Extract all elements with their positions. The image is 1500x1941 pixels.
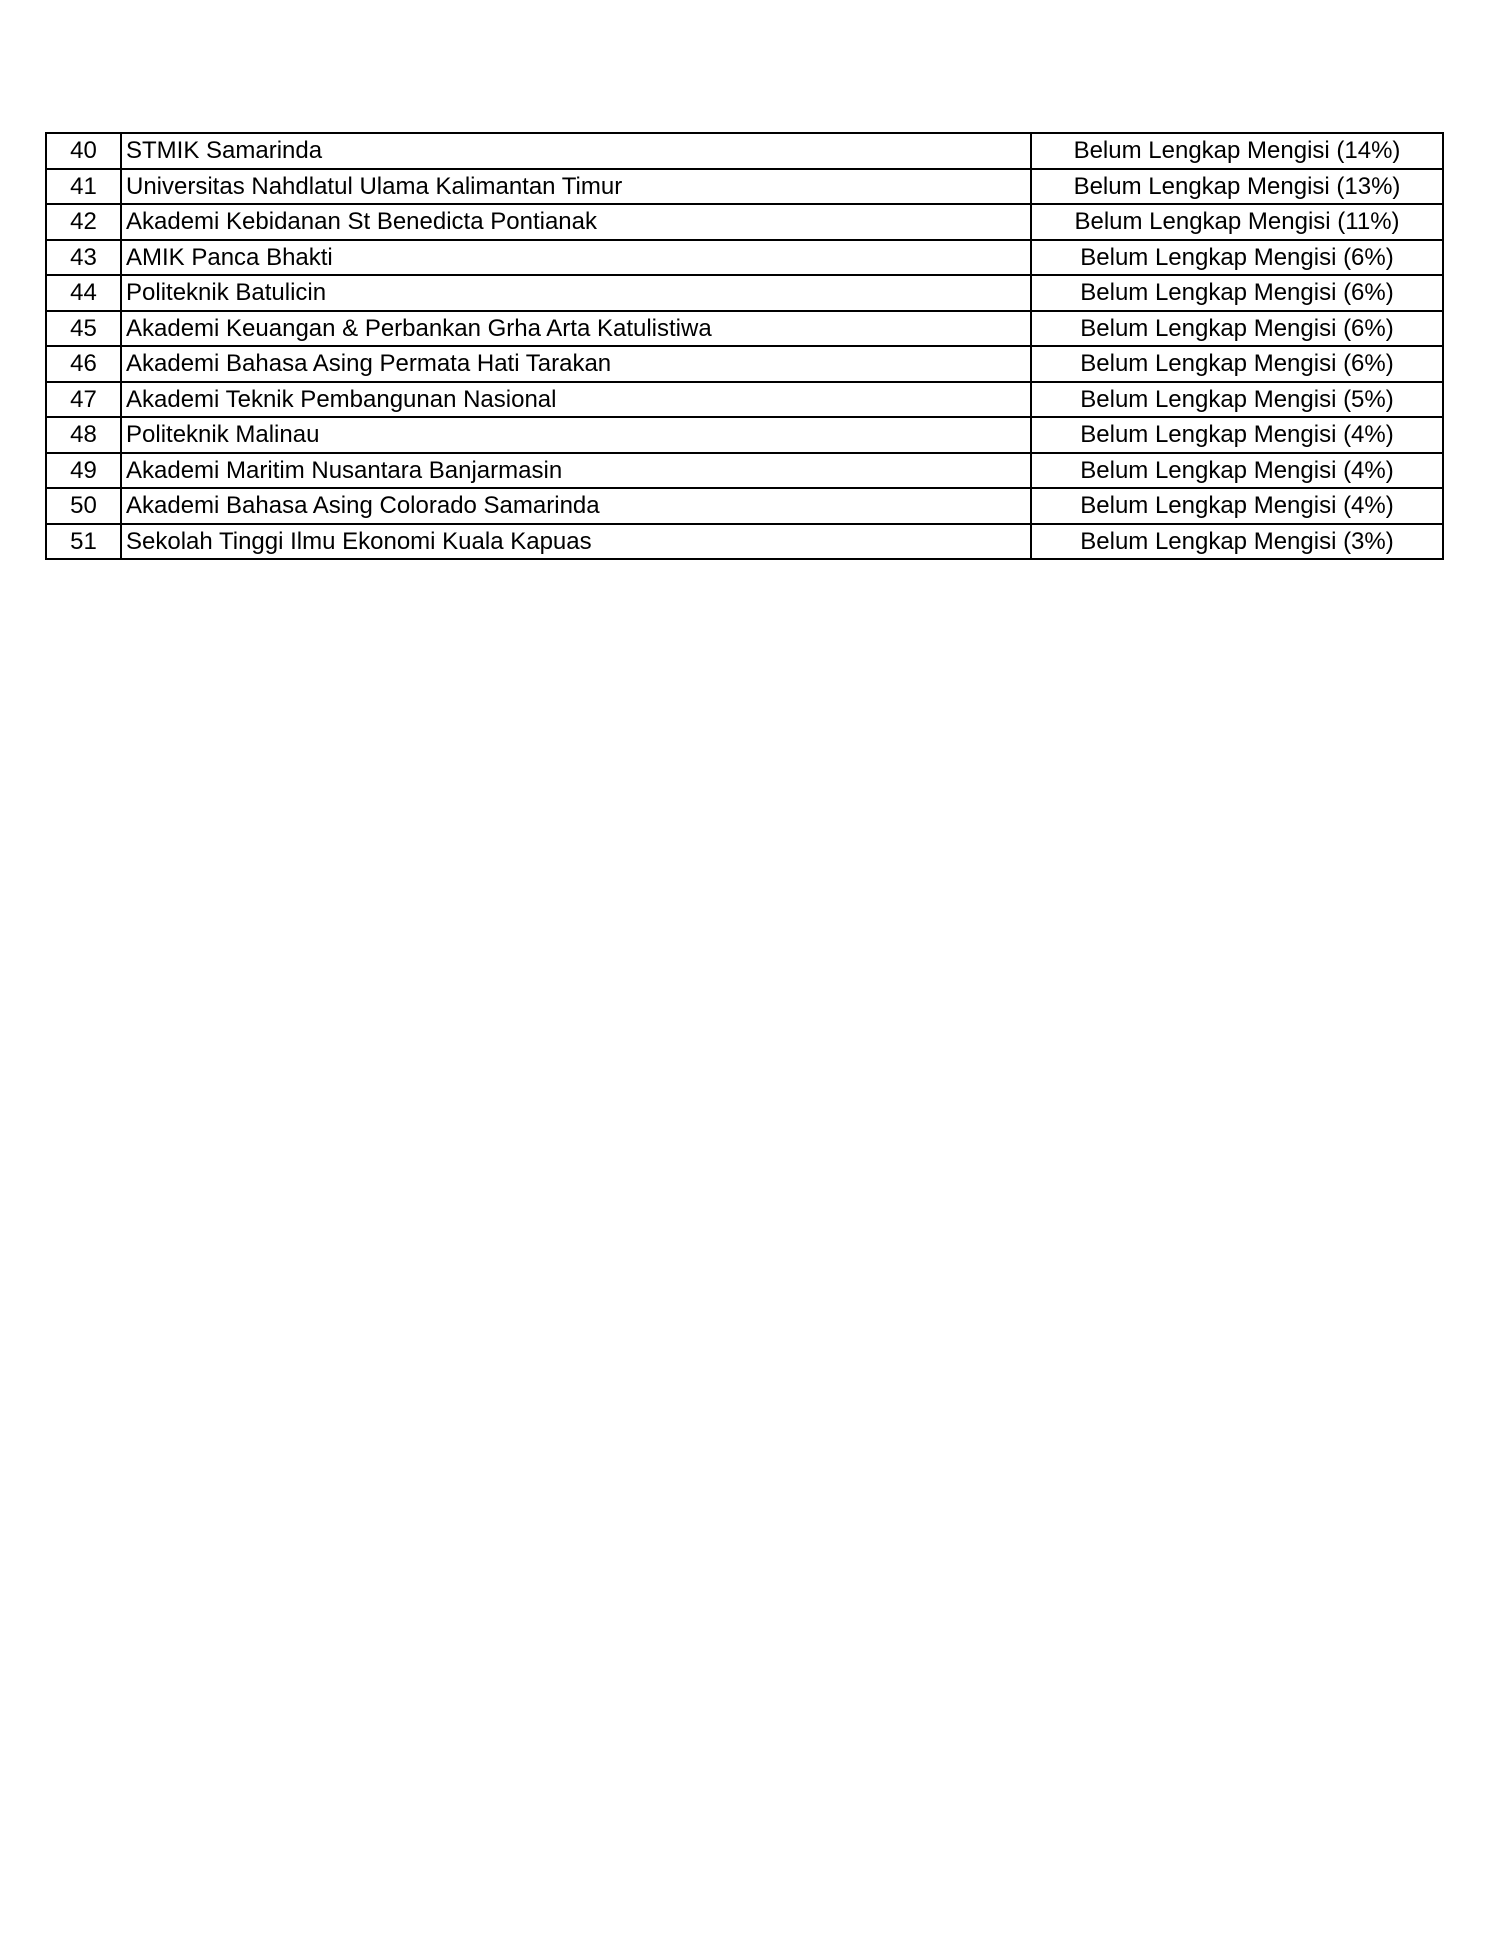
row-number: 50	[46, 488, 121, 524]
row-number: 41	[46, 169, 121, 205]
row-number: 46	[46, 346, 121, 382]
row-number: 51	[46, 524, 121, 560]
completion-status: Belum Lengkap Mengisi (6%)	[1031, 311, 1443, 347]
table-row	[46, 133, 1443, 169]
table-row	[46, 240, 1443, 276]
institution-name: Akademi Bahasa Asing Permata Hati Tarakan	[121, 346, 1031, 382]
table-row	[46, 346, 1443, 382]
table-row	[46, 453, 1443, 489]
table-row	[46, 275, 1443, 311]
completion-status: Belum Lengkap Mengisi (6%)	[1031, 346, 1443, 382]
completion-status: Belum Lengkap Mengisi (11%)	[1031, 204, 1443, 240]
institution-name: Akademi Keuangan & Perbankan Grha Arta Katulistiwa	[121, 311, 1031, 347]
institution-name: Politeknik Batulicin	[121, 275, 1031, 311]
institution-name: Akademi Bahasa Asing Colorado Samarinda	[121, 488, 1031, 524]
table-row	[46, 169, 1443, 205]
institution-name: Akademi Teknik Pembangunan Nasional	[121, 382, 1031, 418]
completion-status: Belum Lengkap Mengisi (14%)	[1031, 133, 1443, 169]
institution-name: Universitas Nahdlatul Ulama Kalimantan Timur	[121, 169, 1031, 205]
table-row	[46, 488, 1443, 524]
institution-status-table	[45, 132, 1444, 560]
completion-status: Belum Lengkap Mengisi (4%)	[1031, 488, 1443, 524]
row-number: 48	[46, 417, 121, 453]
table-row	[46, 524, 1443, 560]
completion-status: Belum Lengkap Mengisi (5%)	[1031, 382, 1443, 418]
institution-name: Sekolah Tinggi Ilmu Ekonomi Kuala Kapuas	[121, 524, 1031, 560]
completion-status: Belum Lengkap Mengisi (4%)	[1031, 453, 1443, 489]
completion-status: Belum Lengkap Mengisi (4%)	[1031, 417, 1443, 453]
table-row	[46, 417, 1443, 453]
completion-status: Belum Lengkap Mengisi (3%)	[1031, 524, 1443, 560]
institution-name: AMIK Panca Bhakti	[121, 240, 1031, 276]
institution-name: STMIK Samarinda	[121, 133, 1031, 169]
institution-name: Akademi Kebidanan St Benedicta Pontianak	[121, 204, 1031, 240]
table-row	[46, 382, 1443, 418]
row-number: 49	[46, 453, 121, 489]
completion-status: Belum Lengkap Mengisi (6%)	[1031, 275, 1443, 311]
completion-status: Belum Lengkap Mengisi (6%)	[1031, 240, 1443, 276]
table-row	[46, 204, 1443, 240]
row-number: 47	[46, 382, 121, 418]
table-row	[46, 311, 1443, 347]
row-number: 42	[46, 204, 121, 240]
row-number: 44	[46, 275, 121, 311]
institution-name: Akademi Maritim Nusantara Banjarmasin	[121, 453, 1031, 489]
institution-name: Politeknik Malinau	[121, 417, 1031, 453]
row-number: 40	[46, 133, 121, 169]
row-number: 43	[46, 240, 121, 276]
completion-status: Belum Lengkap Mengisi (13%)	[1031, 169, 1443, 205]
row-number: 45	[46, 311, 121, 347]
